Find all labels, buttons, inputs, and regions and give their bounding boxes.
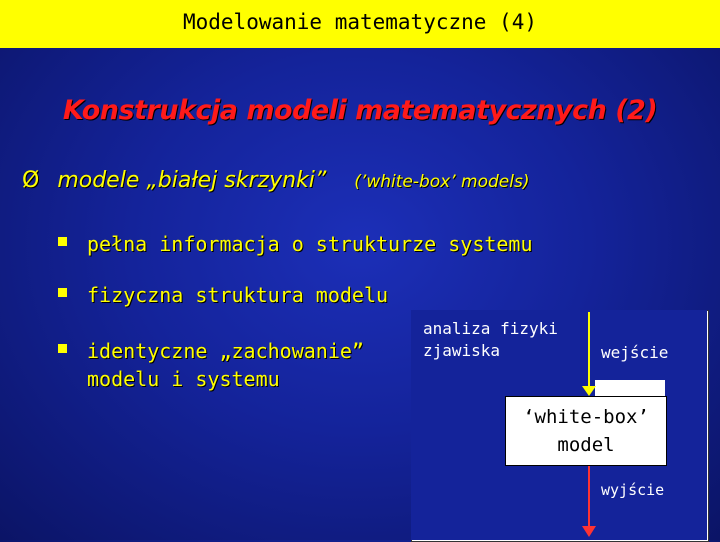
- arrow-bullet-icon: Ø: [22, 168, 40, 193]
- output-label: wyjście: [601, 481, 665, 499]
- bullet-text: identyczne „zachowanie” modelu i systemu: [87, 339, 364, 391]
- white-box-label: ‘white-box’: [523, 406, 649, 428]
- output-arrowhead-icon: [582, 526, 596, 537]
- bullet-text: fizyczna struktura modelu: [87, 283, 389, 307]
- white-box-model: [505, 396, 667, 466]
- input-label: wejście: [601, 343, 669, 362]
- model-label: model: [557, 434, 615, 456]
- bullet-text: pełna informacja o strukturze systemu: [87, 232, 533, 256]
- analiza-label: analiza fizyki zjawiska: [423, 319, 558, 360]
- main-point-sub: (’white-box’ models): [354, 172, 530, 192]
- slide-title: Modelowanie matematyczne (4): [182, 10, 537, 34]
- input-arrowhead-icon: [582, 386, 596, 396]
- slide-subtitle: Konstrukcja modeli matematycznych (2): [62, 95, 658, 126]
- main-point-text: modele „białej skrzynki”: [57, 168, 327, 193]
